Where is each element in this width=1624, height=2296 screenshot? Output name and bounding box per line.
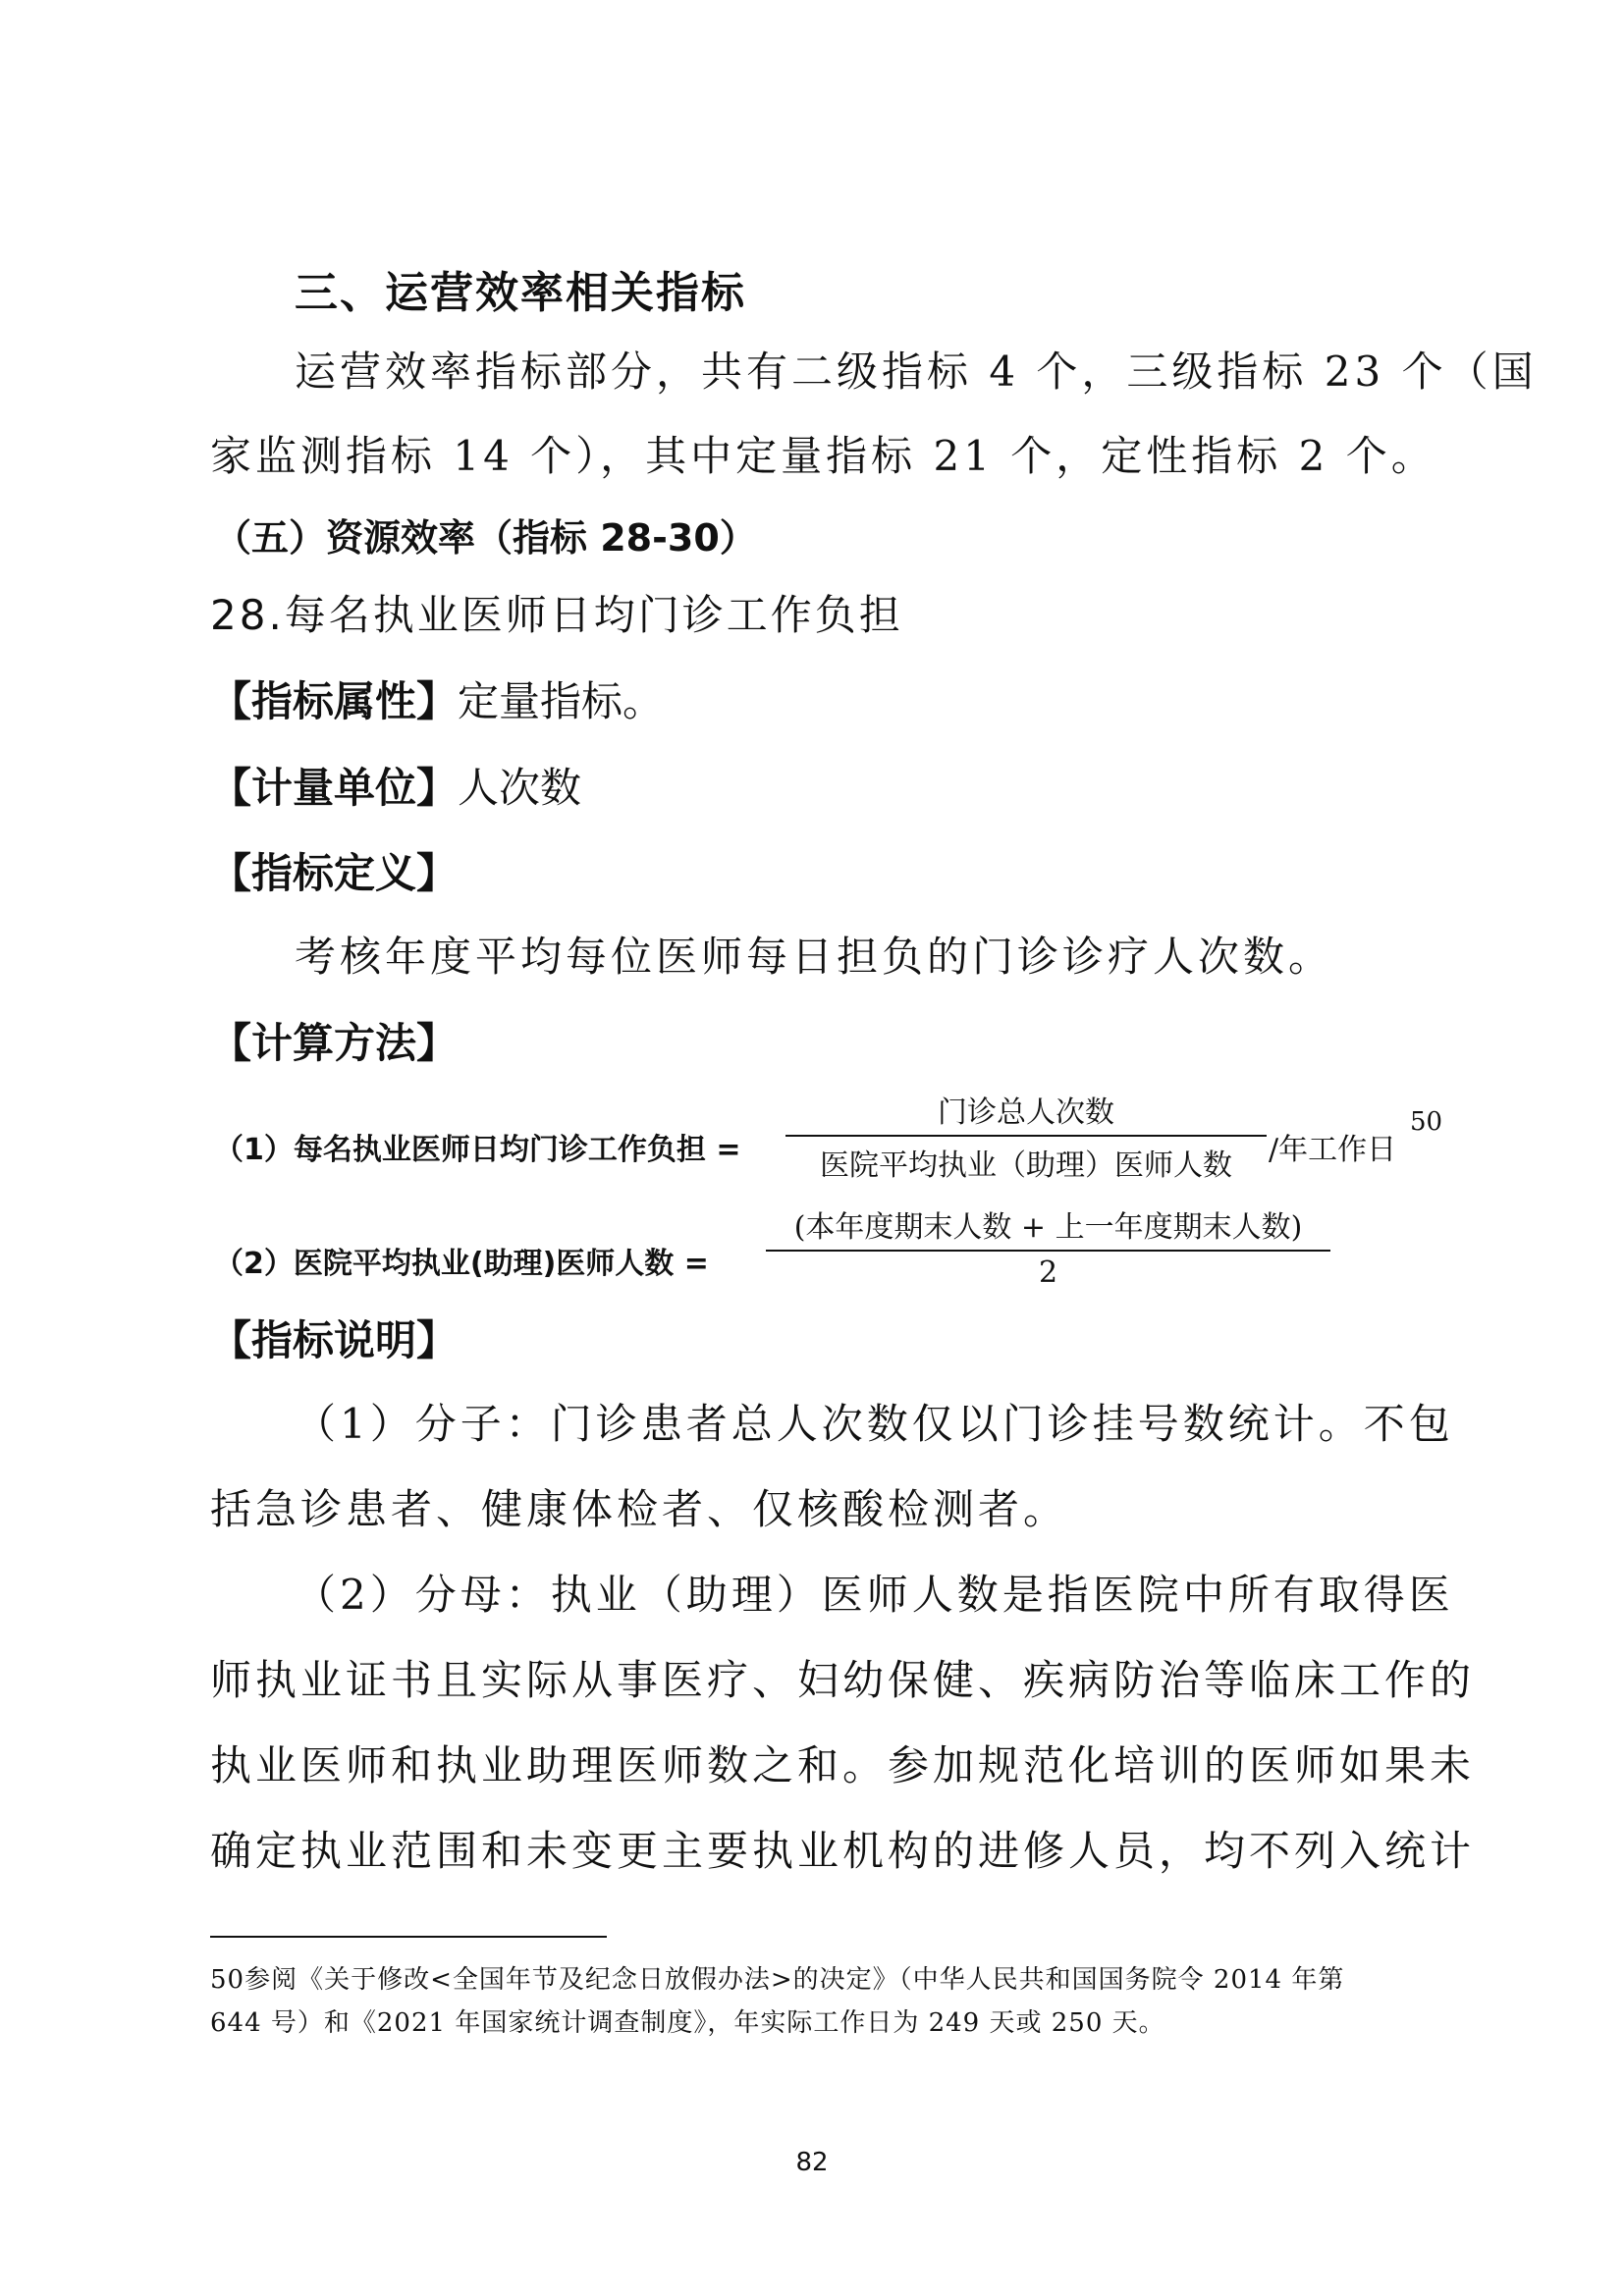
definition-label: 【指标定义】 — [210, 849, 459, 897]
section-title: 三、运营效率相关指标 — [295, 268, 746, 318]
footnote-ref-50: 50 — [1410, 1107, 1443, 1137]
formula-1-fraction — [785, 1088, 1267, 1184]
formula-2-fraction — [766, 1202, 1330, 1290]
formula-1-numerator: 门诊总人次数 — [938, 1095, 1114, 1130]
formula-2-lhs: （2）医院平均执业(助理)医师人数 = — [214, 1247, 709, 1281]
footnote-separator — [210, 1936, 607, 1938]
explanation-row — [210, 1308, 458, 1367]
formula-1-lhs: （1）每名执业医师日均门诊工作负担 = — [214, 1133, 741, 1167]
formula-2-denominator: 2 — [1038, 1255, 1058, 1290]
indicator-title: 28.每名执业医师日均门诊工作负担 — [210, 591, 903, 639]
footnote-line-2: 644 号）和《2021 年国家统计调查制度》，年实际工作日为 249 天或 250 天。 — [210, 2008, 1165, 2038]
explanation-line-5: 执业医师和执业助理医师数之和。参加规范化培训的医师如果未 — [210, 1741, 1476, 1789]
method-row — [210, 1011, 458, 1070]
formula-1-suffix: /年工作日 — [1269, 1133, 1397, 1167]
explanation-line-2: 括急诊患者、健康体检者、仅核酸检测者。 — [210, 1485, 1069, 1533]
subsection-title: （五）资源效率（指标 28-30） — [214, 516, 757, 560]
definition-text: 考核年度平均每位医师每日担负的门诊诊疗人次数。 — [295, 933, 1334, 981]
explanation-line-1: （1）分子：门诊患者总人次数仅以门诊挂号数统计。不包 — [295, 1400, 1454, 1448]
explanation-label: 【指标说明】 — [210, 1316, 459, 1364]
footnote-line-1: 50参阅《关于修改<全国年节及纪念日放假办法>的决定》（中华人民共和国国务院令 2014 年第 — [210, 1965, 1345, 1995]
explanation-line-4: 师执业证书且实际从事医疗、妇幼保健、疾病防治等临床工作的 — [210, 1656, 1476, 1704]
explanation-line-3: （2）分母：执业（助理）医师人数是指医院中所有取得医 — [295, 1571, 1454, 1619]
intro-line-1: 运营效率指标部分，共有二级指标 4 个，三级指标 23 个（国 — [295, 347, 1538, 396]
formula-2-numerator: (本年度期末人数 + 上一年度期末人数) — [793, 1210, 1303, 1245]
attribute-label: 【指标属性】 — [210, 677, 459, 725]
formula-1-denominator: 医院平均执业（助理）医师人数 — [820, 1148, 1232, 1183]
unit-value: 人次数 — [458, 764, 582, 812]
unit-row — [210, 756, 581, 815]
attribute-row — [210, 669, 664, 728]
definition-row — [210, 841, 458, 900]
method-label: 【计算方法】 — [210, 1019, 459, 1067]
unit-label: 【计量单位】 — [210, 764, 459, 812]
explanation-line-6: 确定执业范围和未变更主要执业机构的进修人员，均不列入统计 — [210, 1827, 1476, 1875]
page-number: 82 — [795, 2148, 829, 2177]
attribute-value: 定量指标。 — [458, 677, 665, 725]
intro-line-2: 家监测指标 14 个），其中定量指标 21 个，定性指标 2 个。 — [210, 432, 1436, 480]
